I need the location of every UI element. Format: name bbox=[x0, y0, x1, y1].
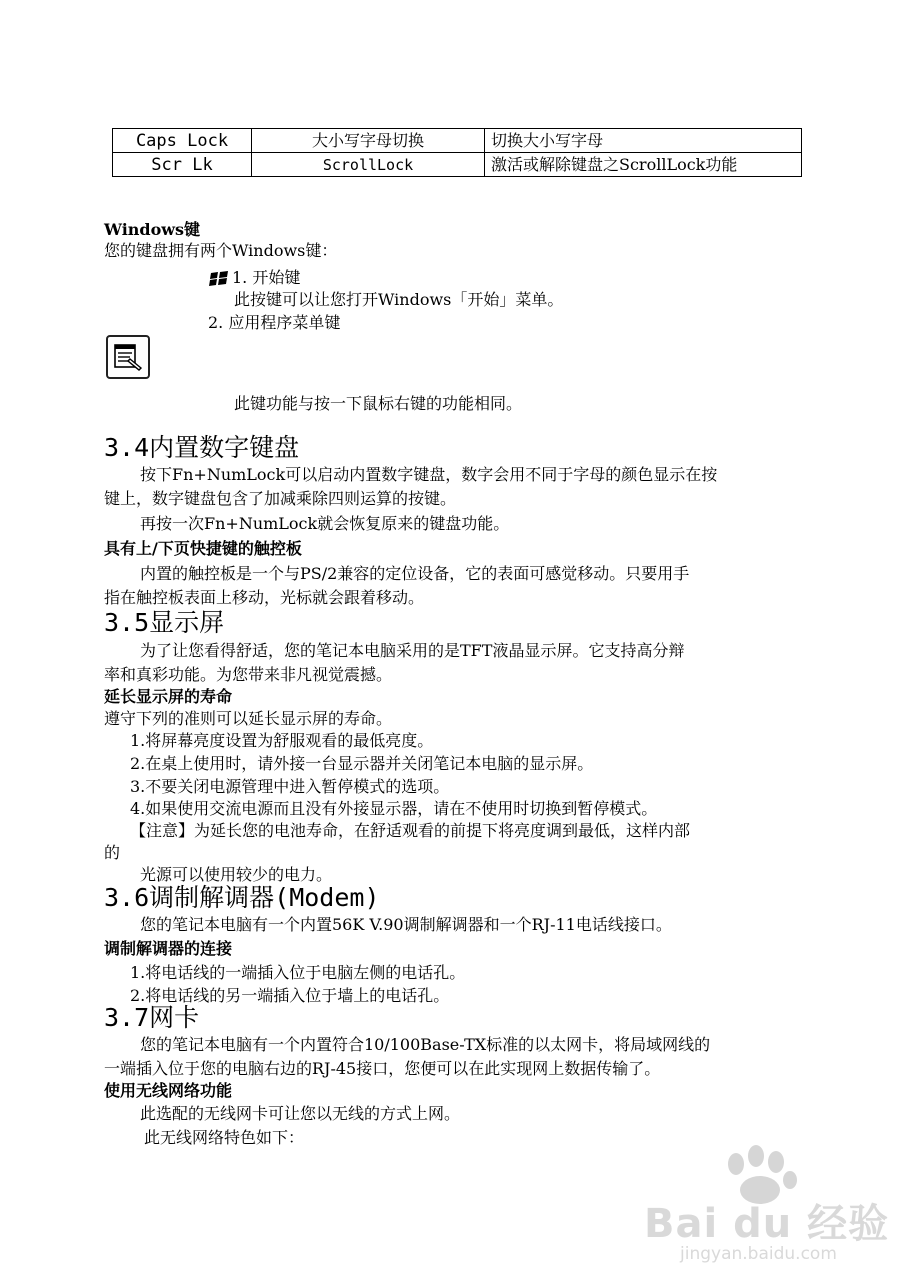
note-text: 的 bbox=[104, 843, 121, 862]
app-menu-key-title: 2. 应用程序菜单键 bbox=[208, 313, 341, 332]
paragraph: 您的笔记本电脑有一个内置符合10/100Base-TX标准的以太网卡，将局域网线的 bbox=[140, 1035, 711, 1054]
paragraph: 再按一次Fn+NumLock就会恢复原来的键盘功能。 bbox=[140, 514, 510, 533]
application-menu-key-icon bbox=[106, 335, 150, 379]
start-key-item bbox=[208, 267, 300, 289]
section-3-5-heading: 3.5显示屏 bbox=[104, 608, 225, 637]
table-cell-desc: 切换大小写字母 bbox=[485, 129, 802, 153]
baidu-jingyan-watermark bbox=[640, 1140, 890, 1270]
key-function-table bbox=[112, 128, 802, 177]
table-cell-name: 大小写字母切换 bbox=[252, 129, 485, 153]
table-cell-desc: 激活或解除键盘之ScrollLock功能 bbox=[485, 153, 802, 177]
paragraph: 您的笔记本电脑有一个内置56K V.90调制解调器和一个RJ-11电话线接口。 bbox=[140, 915, 672, 934]
windows-key-intro: 您的键盘拥有两个Windows键： bbox=[104, 241, 338, 260]
paragraph: 率和真彩功能。为您带来非凡视觉震撼。 bbox=[104, 665, 393, 684]
section-3-4-heading: 3.4内置数字键盘 bbox=[104, 433, 300, 462]
paragraph: 此无线网络特色如下： bbox=[144, 1128, 305, 1147]
paragraph: 遵守下列的准则可以延长显示屏的寿命。 bbox=[104, 709, 393, 728]
paragraph: 按下Fn+NumLock可以启动内置数字键盘，数字会用不同于字母的颜色显示在按 bbox=[140, 465, 718, 484]
subheading: 延长显示屏的寿命 bbox=[104, 687, 233, 706]
paragraph: 指在触控板表面上移动，光标就会跟着移动。 bbox=[104, 588, 425, 607]
subheading: 调制解调器的连接 bbox=[104, 939, 233, 958]
table-row bbox=[113, 153, 802, 177]
list-item: 2.在桌上使用时，请外接一台显示器并关闭笔记本电脑的显示屏。 bbox=[130, 754, 594, 773]
note-text: 【注意】为延长您的电池寿命，在舒适观看的前提下将亮度调到最低，这样内部 bbox=[130, 821, 691, 840]
paragraph: 键上，数字键盘包含了加减乘除四则运算的按键。 bbox=[104, 489, 457, 508]
list-item: 1.将电话线的一端插入位于电脑左侧的电话孔。 bbox=[130, 963, 466, 982]
subheading: 使用无线网络功能 bbox=[104, 1081, 233, 1100]
paragraph: 内置的触控板是一个与PS/2兼容的定位设备，它的表面可感觉移动。只要用手 bbox=[140, 564, 690, 583]
windows-key-heading: Windows键 bbox=[104, 220, 201, 239]
paragraph: 为了让您看得舒适，您的笔记本电脑采用的是TFT液晶显示屏。它支持高分辩 bbox=[140, 641, 685, 660]
list-item: 1.将屏幕亮度设置为舒服观看的最低亮度。 bbox=[130, 731, 434, 750]
section-3-6-heading: 3.6调制解调器(Modem) bbox=[104, 883, 380, 912]
paragraph: 此选配的无线网卡可让您以无线的方式上网。 bbox=[140, 1104, 461, 1123]
table-cell-name: ScrollLock bbox=[252, 153, 485, 177]
app-menu-key-desc: 此键功能与按一下鼠标右键的功能相同。 bbox=[234, 394, 523, 413]
start-key-desc: 此按键可以让您打开Windows「开始」菜单。 bbox=[234, 290, 564, 309]
note-text: 光源可以使用较少的电力。 bbox=[140, 865, 333, 884]
table-row bbox=[113, 129, 802, 153]
list-item: 4.如果使用交流电源而且没有外接显示器，请在不使用时切换到暂停模式。 bbox=[130, 799, 658, 818]
windows-logo-icon bbox=[208, 271, 230, 287]
list-item: 2.将电话线的另一端插入位于墙上的电话孔。 bbox=[130, 986, 450, 1005]
list-item: 3.不要关闭电源管理中进入暂停模式的选项。 bbox=[130, 777, 450, 796]
table-cell-key: Scr Lk bbox=[113, 153, 252, 177]
subheading: 具有上/下页快捷键的触控板 bbox=[104, 539, 302, 558]
watermark-url: jingyan.baidu.com bbox=[680, 1244, 837, 1264]
watermark-brand: Bai du 经验 bbox=[644, 1201, 890, 1247]
paragraph: 一端插入位于您的电脑右边的RJ-45接口，您便可以在此实现网上数据传输了。 bbox=[104, 1059, 661, 1078]
table-cell-key: Caps Lock bbox=[113, 129, 252, 153]
start-key-title: 1. 开始键 bbox=[232, 268, 301, 287]
section-3-7-heading: 3.7网卡 bbox=[104, 1003, 200, 1032]
